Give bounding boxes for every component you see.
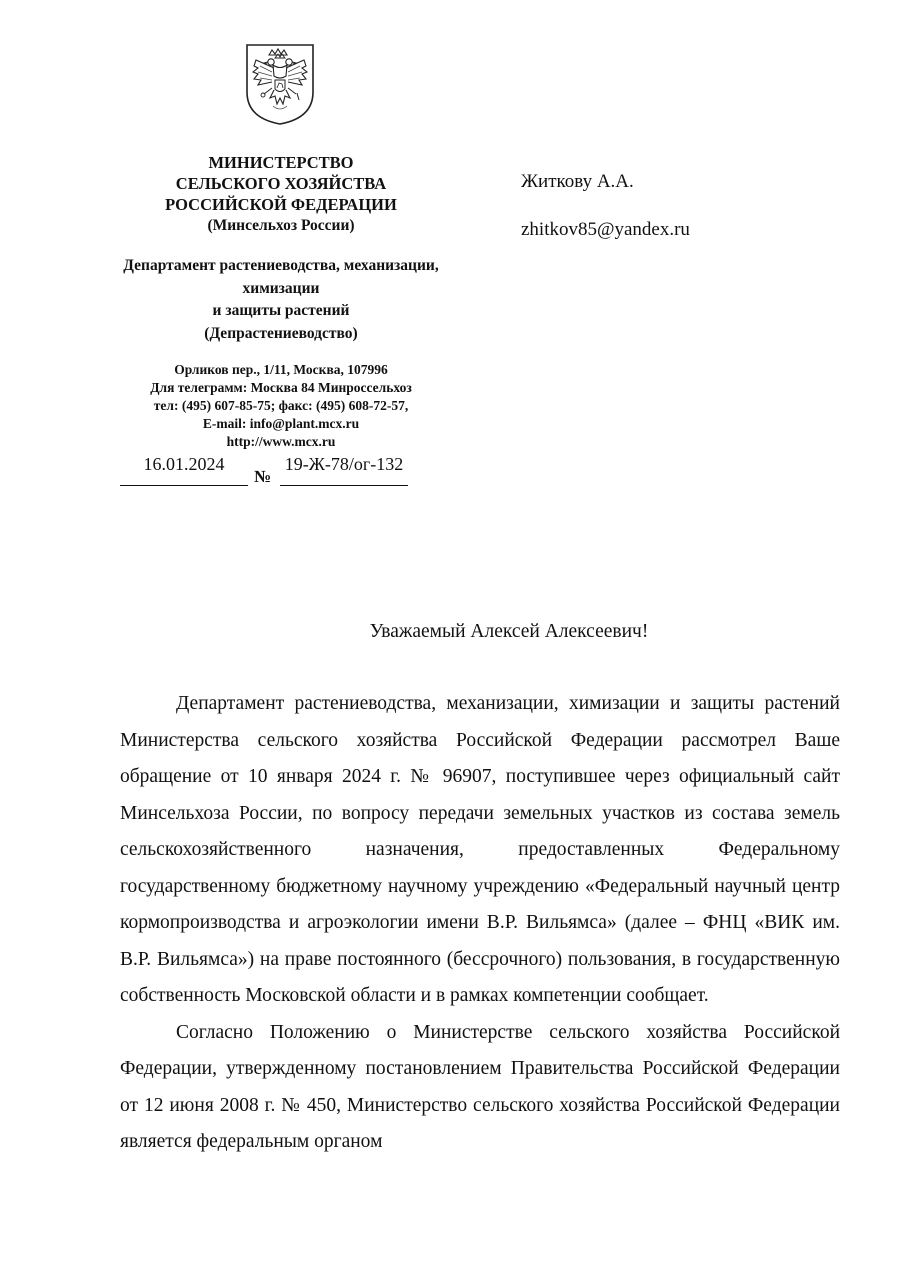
recipient-name: Житкову А.А. bbox=[521, 171, 634, 192]
telegram-line: Для телеграмм: Москва 84 Минроссельхоз bbox=[150, 380, 412, 395]
ministry-short-name: (Минсельхоз России) bbox=[207, 217, 355, 234]
letterhead bbox=[90, 152, 472, 451]
registration-row bbox=[120, 452, 420, 492]
salutation: Уважаемый Алексей Алексеевич! bbox=[369, 621, 649, 642]
department-name-line: и защиты растений bbox=[212, 302, 350, 319]
department-name-line: химизации bbox=[242, 279, 320, 297]
phone-fax-line: тел: (495) 607-85-75; факс: (495) 608-72-57, bbox=[153, 398, 409, 413]
ministry-name-line: МИНИСТЕРСТВО bbox=[208, 153, 354, 172]
email-line: E-mail: info@plant.mcx.ru bbox=[202, 416, 360, 431]
recipient-email: zhitkov85@yandex.ru bbox=[521, 219, 690, 240]
number-sign: № bbox=[254, 467, 272, 486]
department-block bbox=[90, 255, 472, 345]
contact-details bbox=[90, 361, 472, 451]
registration-date: 16.01.2024 bbox=[120, 452, 248, 486]
body-paragraph: Департамент растениеводства, механизации, химизации и защиты растений Министерства сельского хозяйства Российской Федерации рассмотрел Ваше обращение от 10 января 2024 г. № 96907, поступившее через официальный сайт Минсельхоза России, по вопросу передачи земельных участков из состава земель сельскохозяйственного назначения, предоставленных Федеральному государственному бюджетному научному учреждению «Федеральный научный центр кормопроизводства и агроэкологии имени В.Р. Вильямса» (далее – ФНЦ «ВИК им. В.Р. Вильямса») на праве постоянного (бессрочного) пользования, в государственную собственность Московской области и в рамках компетенции сообщает. bbox=[120, 693, 840, 1006]
website-line: http://www.mcx.ru bbox=[226, 434, 336, 449]
department-short-name: (Депрастениеводство) bbox=[204, 324, 358, 342]
russian-coat-of-arms-icon bbox=[244, 42, 316, 126]
ministry-name-line: СЕЛЬСКОГО ХОЗЯЙСТВА bbox=[175, 174, 387, 193]
address-line: Орликов пер., 1/11, Москва, 107996 bbox=[174, 362, 388, 377]
body-paragraph: Согласно Положению о Министерстве сельского хозяйства Российской Федерации, утвержденному постановлением Правительства Российской Федерации от 12 июня 2008 г. № 450, Министерство сельского хозяйства Российской Федерации является федеральным органом bbox=[120, 1021, 840, 1152]
registration-number: 19-Ж-78/ог-132 bbox=[280, 452, 408, 486]
letter-body bbox=[120, 686, 840, 1161]
department-name-line: Департамент растениеводства, механизации, bbox=[123, 257, 439, 274]
ministry-name-line: РОССИЙСКОЙ ФЕДЕРАЦИИ bbox=[165, 195, 397, 214]
